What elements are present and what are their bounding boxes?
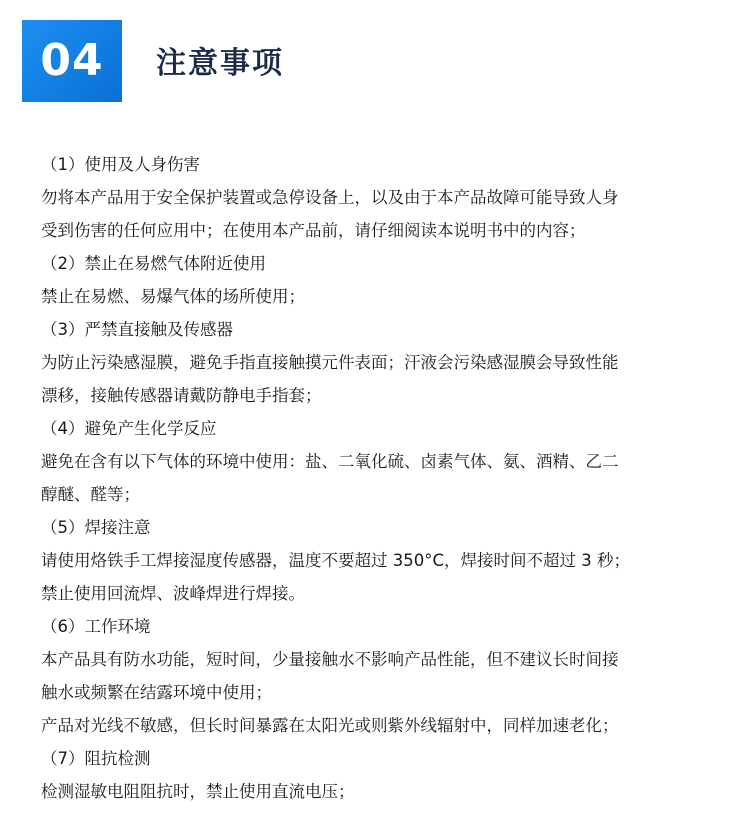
precaution-heading: （1）使用及人身伤害 — [41, 155, 200, 174]
precaution-text: 检测湿敏电阻阻抗时，禁止使用直流电压； — [41, 782, 355, 801]
precaution-item — [41, 148, 721, 247]
precaution-text: 禁止使用回流焊、波峰焊进行焊接。 — [41, 584, 305, 603]
precaution-item — [41, 610, 721, 742]
precaution-text: 请使用烙铁手工焊接湿度传感器，温度不要超过 350°C，焊接时间不超过 3 秒； — [41, 551, 630, 570]
precaution-text: 受到伤害的任何应用中；在使用本产品前，请仔细阅读本说明书中的内容； — [41, 221, 586, 240]
section-number-badge: 04 — [22, 20, 122, 102]
precaution-text: 本产品具有防水功能，短时间，少量接触水不影响产品性能，但不建议长时间接 — [41, 650, 619, 669]
precaution-item — [41, 313, 721, 412]
precaution-text: 为防止污染感湿膜，避免手指直接触摸元件表面；汗液会污染感湿膜会导致性能 — [41, 353, 619, 372]
precautions-list — [41, 148, 721, 808]
precaution-text: 勿将本产品用于安全保护装置或急停设备上，以及由于本产品故障可能导致人身 — [41, 188, 619, 207]
precaution-text: 触水或频繁在结露环境中使用； — [41, 683, 272, 702]
precaution-heading: （6）工作环境 — [41, 617, 151, 636]
precaution-heading: （2）禁止在易燃气体附近使用 — [41, 254, 266, 273]
precaution-heading: （4）避免产生化学反应 — [41, 419, 217, 438]
precaution-heading: （7）阻抗检测 — [41, 749, 151, 768]
precaution-text: 禁止在易燃、易爆气体的场所使用； — [41, 287, 305, 306]
precaution-heading: （5）焊接注意 — [41, 518, 151, 537]
section-header — [22, 20, 722, 102]
precaution-item — [41, 742, 721, 808]
precaution-text: 醇醚、醛等； — [41, 485, 140, 504]
precaution-text: 漂移，接触传感器请戴防静电手指套； — [41, 386, 322, 405]
precaution-item — [41, 412, 721, 511]
precaution-heading: （3）严禁直接触及传感器 — [41, 320, 233, 339]
precaution-item — [41, 247, 721, 313]
precaution-text: 产品对光线不敏感，但长时间暴露在太阳光或则紫外线辐射中，同样加速老化； — [41, 716, 619, 735]
section-title: 注意事项 — [156, 46, 284, 81]
precaution-item — [41, 511, 721, 610]
precaution-text: 避免在含有以下气体的环境中使用：盐、二氧化硫、卤素气体、氨、酒精、乙二 — [41, 452, 619, 471]
